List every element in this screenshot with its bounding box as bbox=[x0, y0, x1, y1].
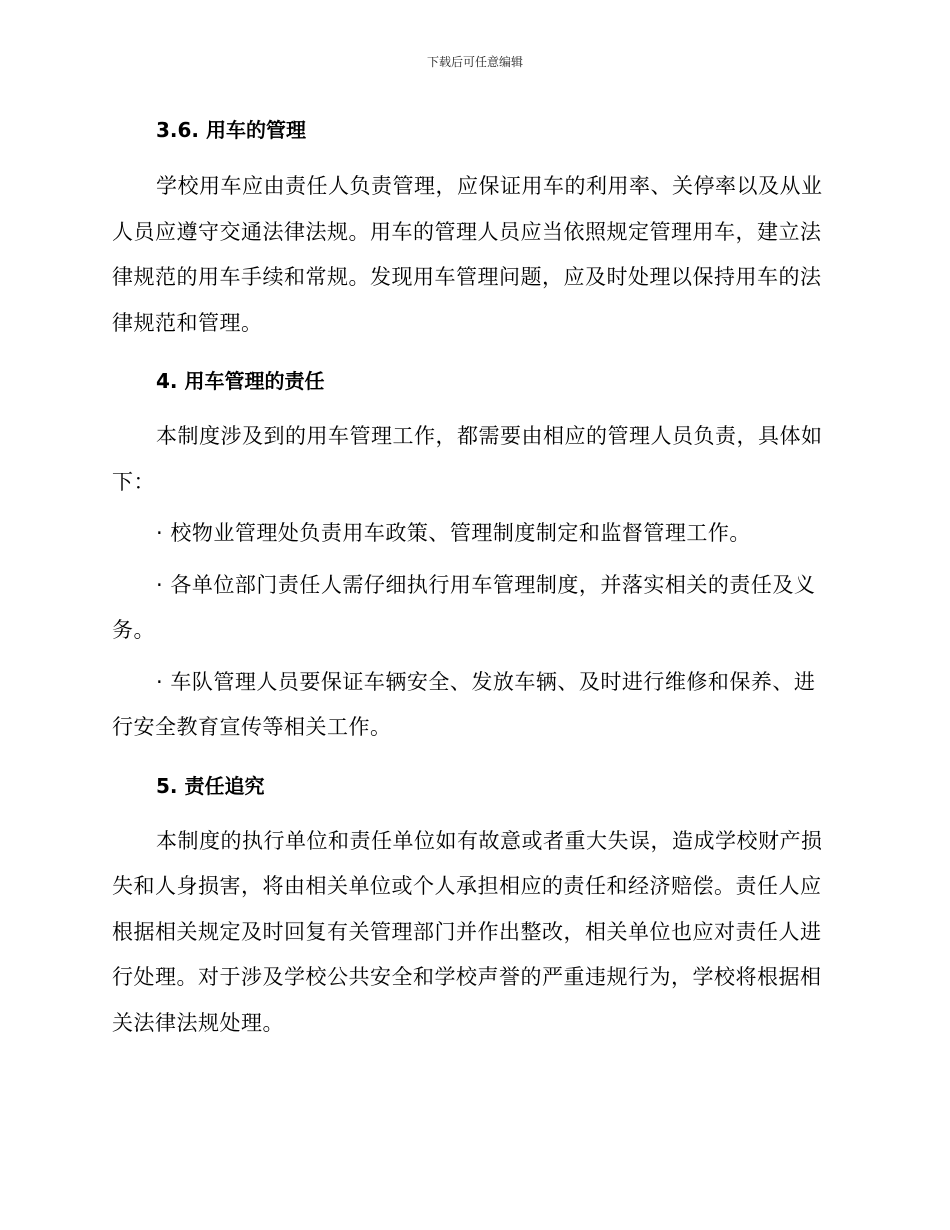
bullet-item-fleet-managers: · 车队管理人员要保证车辆安全、发放车辆、及时进行维修和保养、进行安全教育宣传等相关工作。 bbox=[112, 669, 816, 739]
page-header: 下载后可任意编辑 bbox=[426, 55, 523, 69]
bullet-item-property-office: · 校物业管理处负责用车政策、管理制度制定和监督管理工作。 bbox=[156, 521, 751, 545]
section-heading-management-responsibility: 4. 用车管理的责任 bbox=[156, 369, 325, 393]
paragraph-management-responsibility: 本制度涉及到的用车管理工作，都需要由相应的管理人员负责，具体如下： bbox=[112, 424, 823, 494]
paragraph-accountability: 本制度的执行单位和责任单位如有故意或者重大失误，造成学校财产损失和人身损害，将由相关单位或个人承担相应的责任和经济赔偿。责任人应根据相关规定及时回复有关管理部门并作出整改，相关单位也应对责任人进行处理。对于涉及学校公共安全和学校声誉的严重违规行为，学校将根据相关法律法规处理。 bbox=[112, 828, 823, 1035]
document-body bbox=[112, 112, 830, 1046]
section-heading-vehicle-management: 3.6. 用车的管理 bbox=[156, 118, 306, 142]
section-heading-accountability: 5. 责任追究 bbox=[156, 773, 265, 798]
bullet-item-department-heads: · 各单位部门责任人需仔细执行用车管理制度，并落实相关的责任及义务。 bbox=[112, 572, 816, 642]
paragraph-vehicle-management: 学校用车应由责任人负责管理，应保证用车的利用率、关停率以及从业人员应遵守交通法律法规。用车的管理人员应当依照规定管理用车，建立法律规范的用车手续和常规。发现用车管理问题，应及时处理以保持用车的法律规范和管理。 bbox=[112, 174, 823, 335]
